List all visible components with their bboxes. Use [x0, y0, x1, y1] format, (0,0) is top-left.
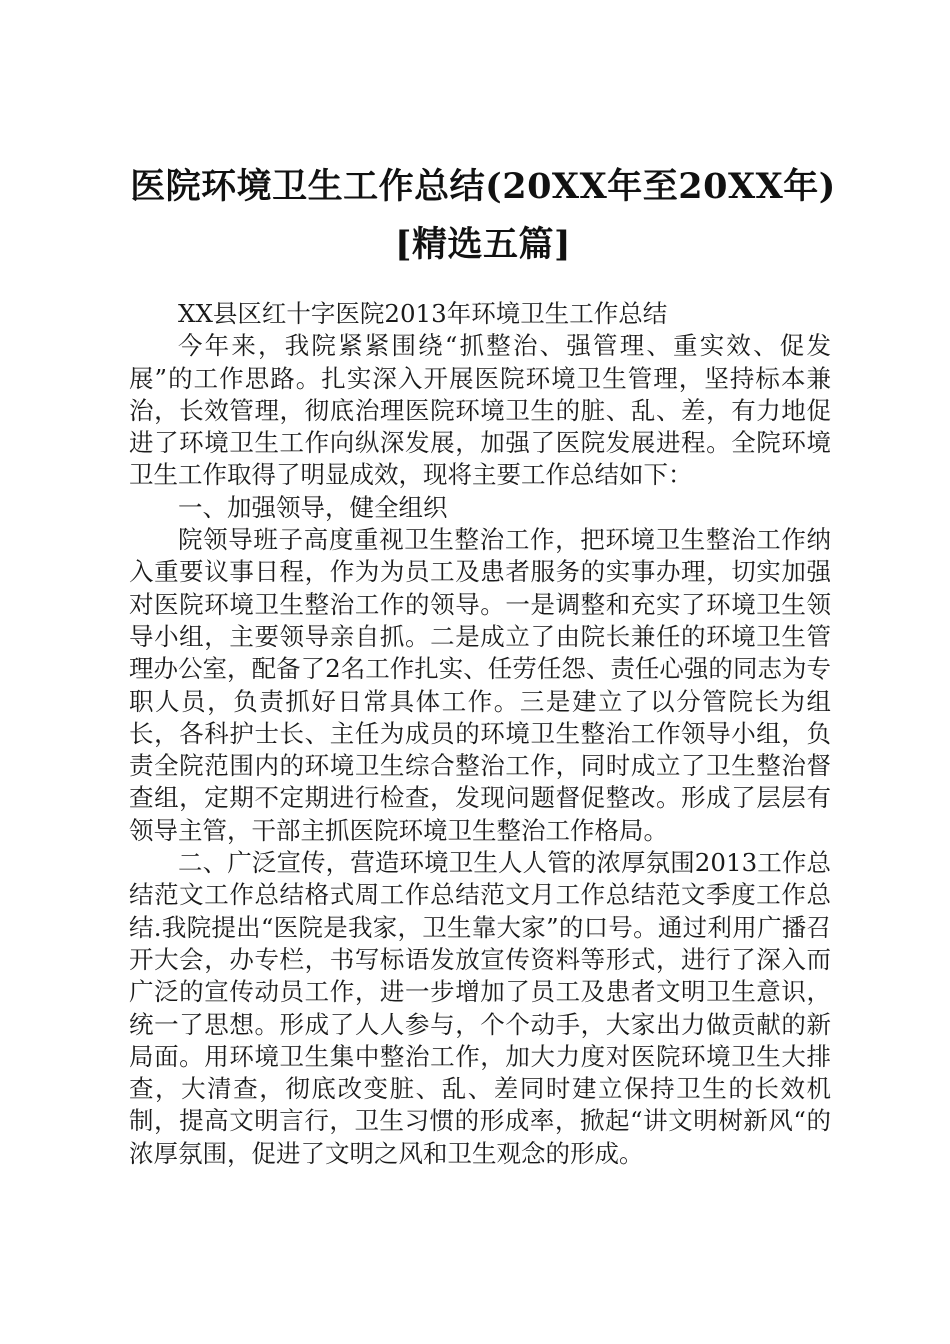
document-body: [129, 298, 831, 1170]
paragraph-section-1: 院领导班子高度重视卫生整治工作，把环境卫生整治工作纳入重要议事日程，作为为员工及患者服务的实事办理，切实加强对医院环境卫生整治工作的领导。一是调整和充实了环境卫生领导小组，主要领导亲自抓。二是成立了由院长兼任的环境卫生管理办公室，配备了2名工作扎实、任劳任怨、责任心强的同志为专职人员，负责抓好日常具体工作。三是建立了以分管院长为组长，各科护士长、主任为成员的环境卫生整治工作领导小组，负责全院范围内的环境卫生综合整治工作，同时成立了卫生整治督查组，定期不定期进行检查，发现问题督促整改。形成了层层有领导主管，干部主抓医院环境卫生整治工作格局。: [129, 525, 831, 845]
section-heading-1: 一、加强领导，健全组织: [178, 492, 448, 522]
paragraph-subtitle: XX县区红十字医院2013年环境卫生工作总结: [178, 299, 668, 328]
document-title: 医院环境卫生工作总结(20XX年至20XX年)[精选五篇]: [130, 166, 836, 265]
paragraph-section-2: 二、广泛宣传，营造环境卫生人人管的浓厚氛围2013工作总结范文工作总结格式周工作总结范文月工作总结范文季度工作总结.我院提出“医院是我家，卫生靠大家”的口号。通过利用广播召开大会，办专栏，书写标语发放宣传资料等形式，进行了深入而广泛的宣传动员工作，进一步增加了员工及患者文明卫生意识，统一了思想。形成了人人参与，个个动手，大家出力做贡献的新局面。用环境卫生集中整治工作，加大力度对医院环境卫生大排查，大清查，彻底改变脏、乱、差同时建立保持卫生的长效机制，提高文明言行，卫生习惯的形成率，掀起“讲文明树新风“的浓厚氛围，促进了文明之风和卫生观念的形成。: [129, 848, 831, 1168]
paragraph-intro: 今年来，我院紧紧围绕“抓整治、强管理、重实效、促发展”的工作思路。扎实深入开展医院环境卫生管理，坚持标本兼治，长效管理，彻底治理医院环境卫生的脏、乱、差，有力地促进了环境卫生工作向纵深发展，加强了医院发展进程。全院环境卫生工作取得了明显成效，现将主要工作总结如下：: [129, 331, 831, 490]
